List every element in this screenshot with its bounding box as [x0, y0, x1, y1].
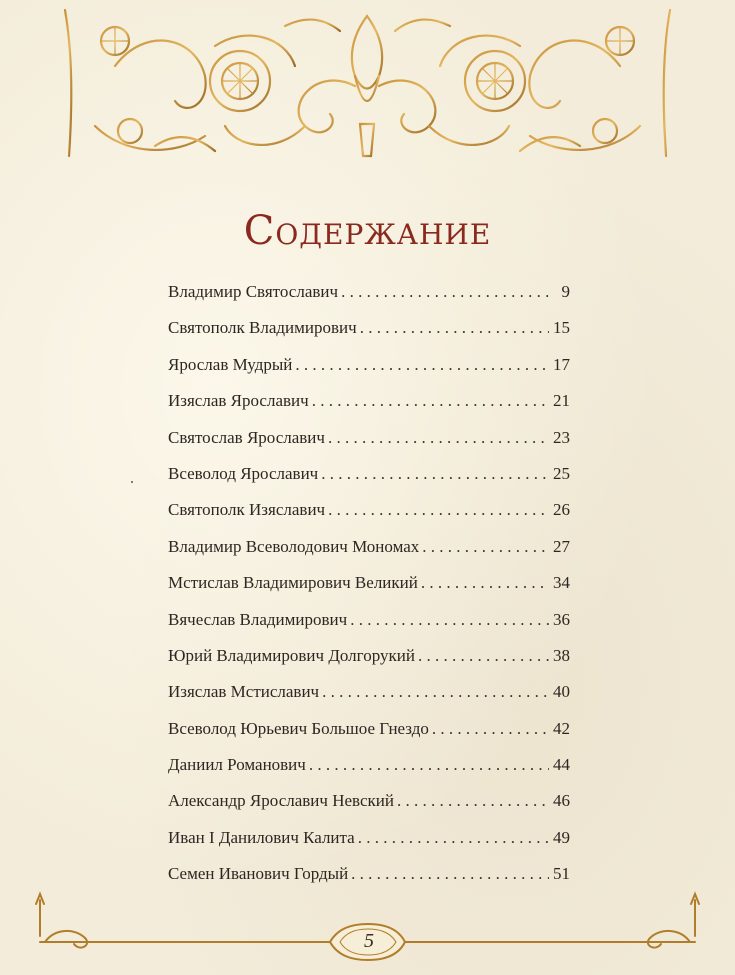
toc-entry-title: Изяслав Мстиславич — [168, 682, 320, 702]
paper-speck — [131, 481, 133, 483]
toc-entry-title: Всеволод Ярославич — [168, 463, 319, 483]
toc-entry-title: Александр Ярославич Невский — [168, 791, 394, 811]
toc-entry-page: 34 — [553, 573, 570, 593]
toc-entry[interactable] — [168, 464, 570, 500]
toc-entry-title: Всеволод Юрьевич Большое Гнездо — [168, 718, 429, 738]
leader-dots — [397, 791, 549, 811]
toc-entry-title: Владимир Святославич — [168, 282, 339, 301]
toc-entry[interactable] — [168, 682, 570, 718]
leader-dots — [350, 610, 549, 630]
toc-entry-page: 51 — [553, 864, 570, 884]
footer-ornament — [0, 880, 735, 975]
leader-dots — [322, 682, 549, 702]
toc-entry-page: 17 — [553, 354, 570, 374]
toc-entry-title: Вячеслав Владимирович — [168, 609, 348, 629]
toc-entry[interactable] — [168, 391, 570, 427]
toc-entry[interactable] — [168, 355, 570, 391]
toc-entry[interactable] — [168, 282, 570, 318]
toc-entry-title: Святополк Изяславич — [168, 500, 326, 520]
toc-entry-title: Иван I Данилович Калита — [168, 827, 355, 847]
toc-entry-page: 46 — [553, 791, 570, 811]
toc-entry-title: Владимир Всеволодович Мономах — [168, 536, 420, 556]
toc-entry[interactable] — [168, 719, 570, 755]
page-number: 5 — [364, 930, 374, 952]
toc-entry-title: Мстислав Владимирович Великий — [168, 573, 418, 593]
toc-entry-title: Ярослав Мудрый — [168, 354, 293, 374]
toc-entry-page: 40 — [553, 682, 570, 702]
leader-dots — [328, 428, 549, 448]
toc-entry-page: 27 — [553, 536, 570, 556]
toc-entry-title: Семен Иванович Гордый — [168, 864, 349, 884]
toc-entry[interactable] — [168, 318, 570, 354]
toc-entry-title: Юрий Владимирович Долгорукий — [168, 645, 415, 665]
toc-entry-page: 9 — [561, 282, 570, 301]
leader-dots — [418, 646, 549, 666]
leader-dots — [309, 755, 549, 775]
leader-dots — [321, 464, 549, 484]
toc-entry-page: 25 — [553, 463, 570, 483]
toc-entry-page: 36 — [553, 609, 570, 629]
page-title: Содержание — [243, 208, 492, 254]
toc-entry[interactable] — [168, 828, 570, 864]
toc-entry-page: 15 — [553, 318, 570, 338]
toc-entry-page: 44 — [553, 755, 570, 775]
toc-entry[interactable] — [168, 755, 570, 791]
toc-entry-page: 49 — [553, 827, 570, 847]
toc-entry-page: 23 — [553, 427, 570, 447]
toc-entry[interactable] — [168, 537, 570, 573]
toc-entry-page: 38 — [553, 645, 570, 665]
toc-entry-title: Даниил Романович — [168, 755, 306, 775]
leader-dots — [312, 391, 549, 411]
toc-entry-page: 42 — [553, 718, 570, 738]
toc-entry-page: 26 — [553, 500, 570, 520]
leader-dots — [295, 355, 549, 375]
leader-dots — [422, 537, 549, 557]
toc-entry-title: Изяслав Ярославич — [168, 391, 309, 411]
header-ornament — [55, 6, 680, 168]
toc-entry[interactable] — [168, 573, 570, 609]
toc-entry-page: 21 — [553, 391, 570, 411]
leader-dots — [360, 318, 549, 338]
leader-dots — [432, 719, 549, 739]
toc-entry[interactable] — [168, 791, 570, 827]
toc-entry[interactable] — [168, 610, 570, 646]
toc-entry[interactable] — [168, 500, 570, 536]
leader-dots — [341, 282, 549, 302]
toc-entry[interactable] — [168, 428, 570, 464]
toc-entry[interactable] — [168, 646, 570, 682]
leader-dots — [358, 828, 549, 848]
toc-entry-title: Святослав Ярославич — [168, 427, 325, 447]
leader-dots — [328, 500, 549, 520]
toc-entry-title: Святополк Владимирович — [168, 318, 357, 338]
table-of-contents — [168, 282, 570, 901]
leader-dots — [421, 573, 549, 593]
